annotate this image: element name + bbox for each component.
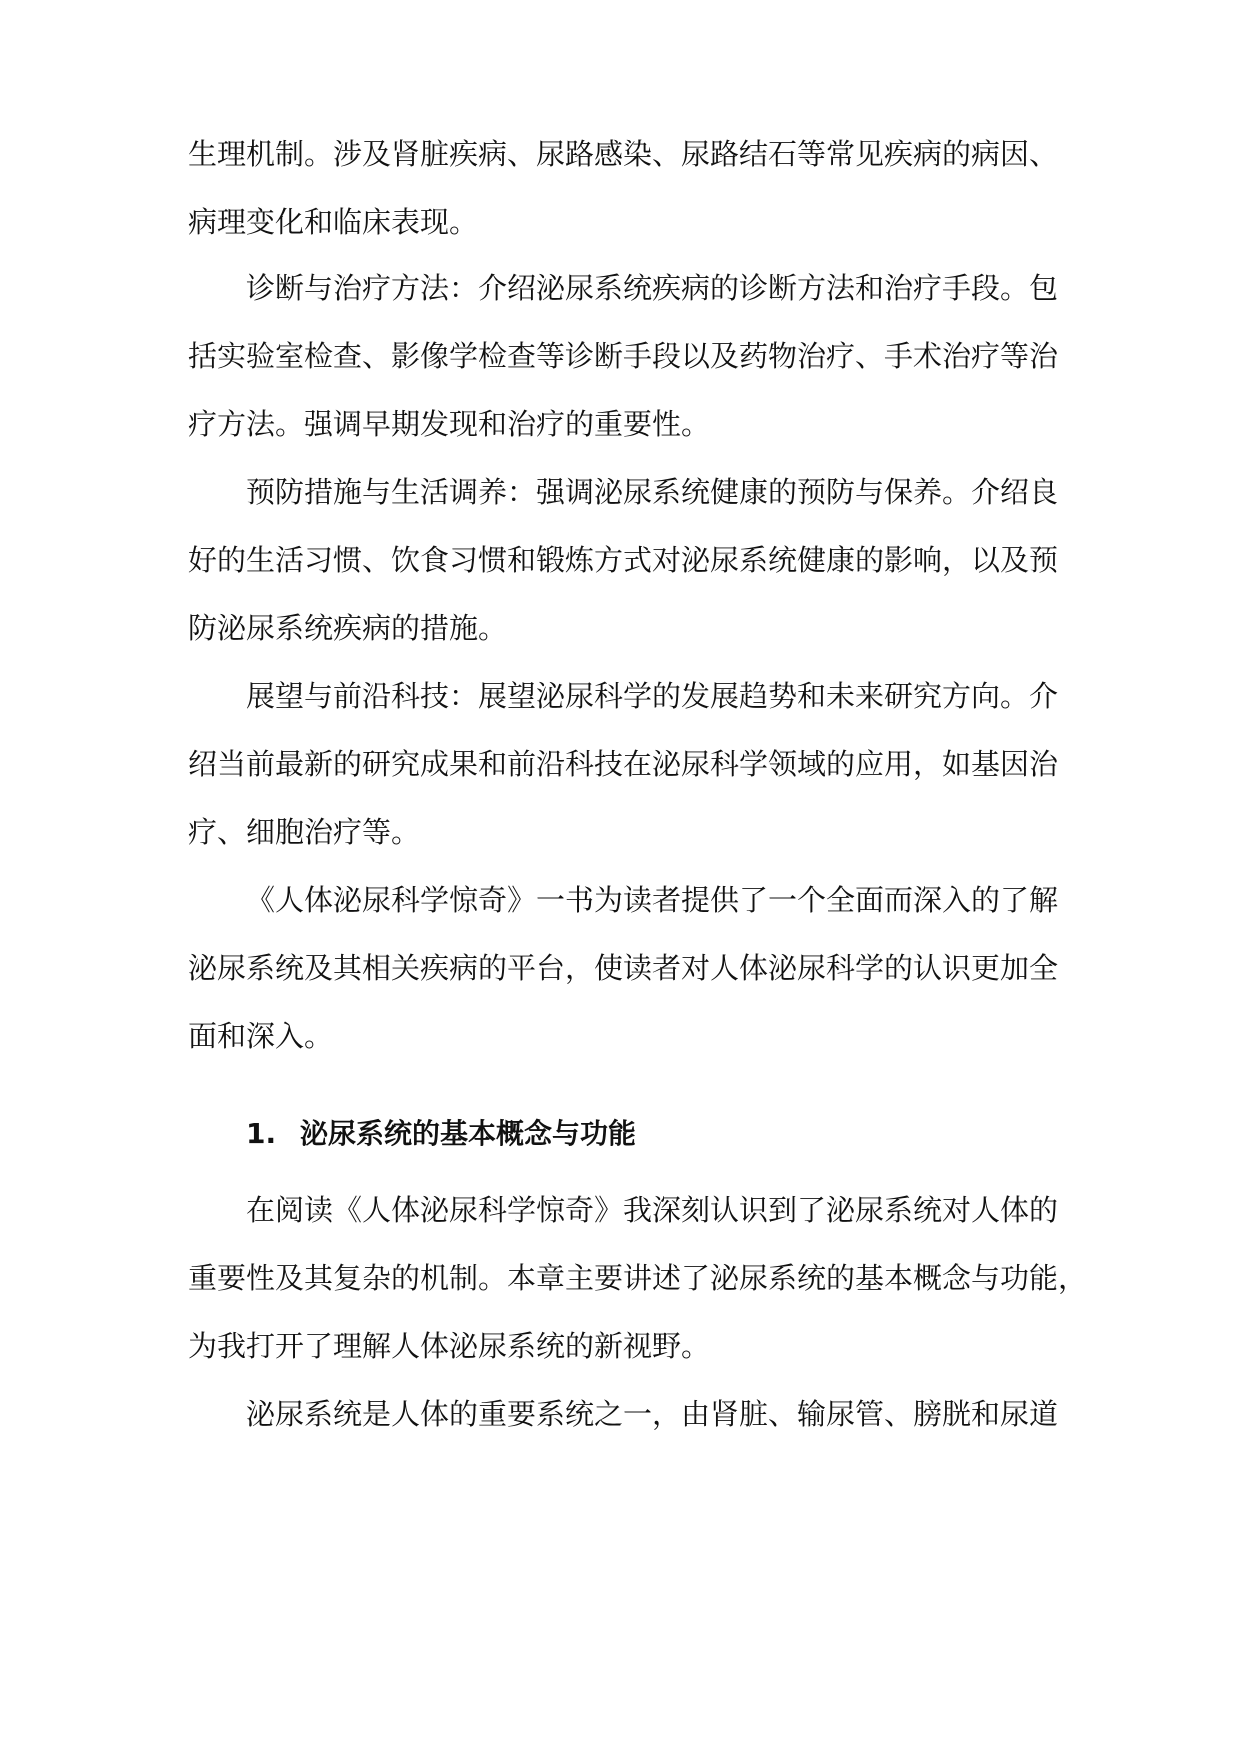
paragraph-line: 《人体泌尿科学惊奇》一书为读者提供了一个全面而深入的了解 — [246, 883, 1059, 917]
section-heading — [246, 1114, 636, 1154]
paragraph-line: 括实验室检查、影像学检查等诊断手段以及药物治疗、手术治疗等治 — [188, 339, 1059, 373]
paragraph-line: 病理变化和临床表现。 — [188, 205, 479, 239]
paragraph-line: 展望与前沿科技：展望泌尿科学的发展趋势和未来研究方向。介 — [246, 679, 1059, 713]
paragraph-line: 疗方法。强调早期发现和治疗的重要性。 — [188, 407, 711, 441]
section-title: 泌尿系统的基本概念与功能 — [300, 1117, 637, 1150]
paragraph-line: 面和深入。 — [188, 1019, 334, 1053]
section-number: 1. — [246, 1117, 277, 1150]
paragraph-line: 绍当前最新的研究成果和前沿科技在泌尿科学领域的应用，如基因治 — [188, 747, 1059, 781]
paragraph-line: 重要性及其复杂的机制。本章主要讲述了泌尿系统的基本概念与功能， — [188, 1261, 1088, 1295]
paragraph-line: 诊断与治疗方法：介绍泌尿系统疾病的诊断方法和治疗手段。包 — [246, 271, 1059, 305]
paragraph-line: 疗、细胞治疗等。 — [188, 815, 421, 849]
paragraph-line: 泌尿系统及其相关疾病的平台，使读者对人体泌尿科学的认识更加全 — [188, 951, 1059, 985]
paragraph-line: 在阅读《人体泌尿科学惊奇》我深刻认识到了泌尿系统对人体的 — [246, 1193, 1059, 1227]
paragraph-line: 泌尿系统是人体的重要系统之一，由肾脏、输尿管、膀胱和尿道 — [246, 1397, 1059, 1431]
paragraph-line: 生理机制。涉及肾脏疾病、尿路感染、尿路结石等常见疾病的病因、 — [188, 137, 1059, 171]
paragraph-line: 为我打开了理解人体泌尿系统的新视野。 — [188, 1329, 711, 1363]
paragraph-line: 预防措施与生活调养：强调泌尿系统健康的预防与保养。介绍良 — [246, 475, 1059, 509]
paragraph-line: 好的生活习惯、饮食习惯和锻炼方式对泌尿系统健康的影响，以及预 — [188, 543, 1059, 577]
paragraph-line: 防泌尿系统疾病的措施。 — [188, 611, 508, 645]
